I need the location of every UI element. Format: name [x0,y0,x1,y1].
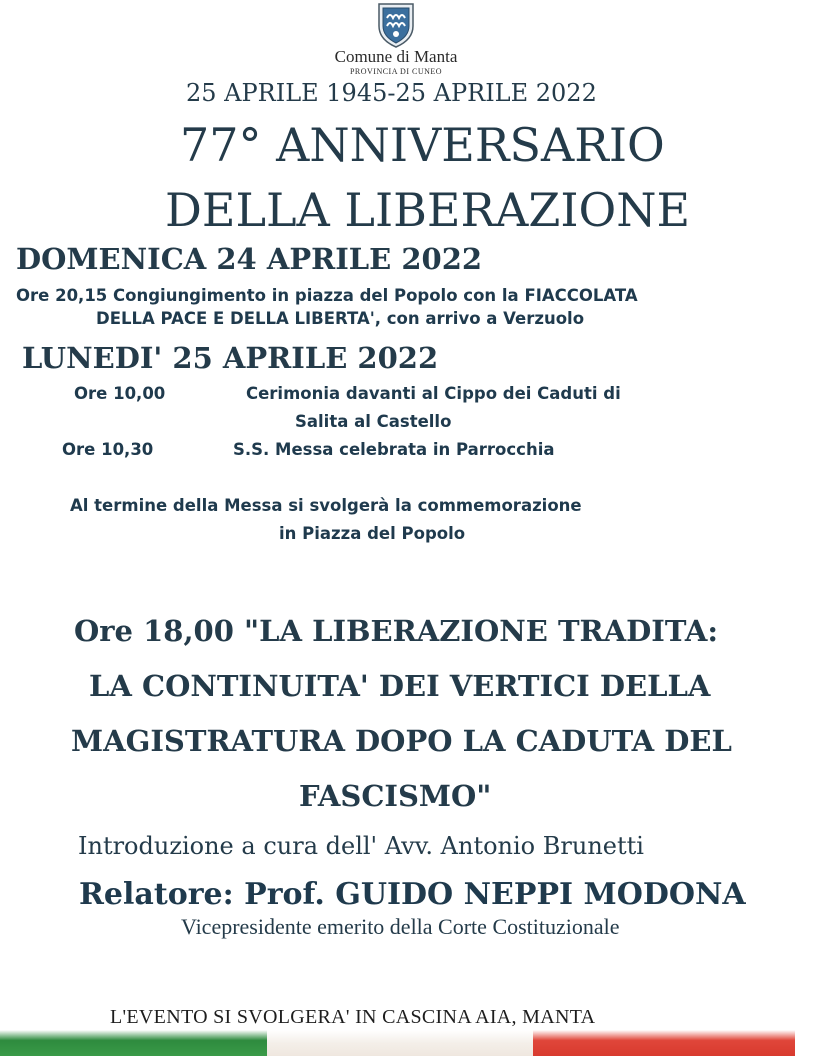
flag-green-band [0,1030,267,1056]
date-range: 25 APRILE 1945-25 APRILE 2022 [186,79,597,107]
title-line-2: DELLA LIBERAZIONE [165,183,691,237]
speaker-name: Relatore: Prof. GUIDO NEPPI MODONA [79,877,746,912]
italian-flag-stripe [0,1030,800,1056]
province-name: PROVINCIA DI CUNEO [349,67,443,76]
municipality-name: Comune di Manta [334,47,458,66]
monday-heading: LUNEDI' 25 APRILE 2022 [22,341,439,375]
sunday-event-line-1: Ore 20,15 Congiungimento in piazza del Popolo con la FIACCOLATA [16,286,638,305]
talk-title-line-1: Ore 18,00 "LA LIBERAZIONE TRADITA: [74,614,719,648]
talk-title-line-2: LA CONTINUITA' DEI VERTICI DELLA [89,669,711,703]
talk-title-line-3: MAGISTRATURA DOPO LA CADUTA DEL [71,724,732,758]
sunday-heading: DOMENICA 24 APRILE 2022 [16,242,483,276]
commemoration-line-1: Al termine della Messa si svolgerà la commemorazione [70,496,582,515]
commemoration-line-2: in Piazza del Popolo [279,524,466,543]
flag-white-band [267,1030,533,1056]
venue-text: L'EVENTO SI SVOLGERA' IN CASCINA AIA, MANTA [110,1006,596,1028]
event-description: Cerimonia davanti al Cippo dei Caduti di [246,384,621,403]
sunday-event-line-2: DELLA PACE E DELLA LIBERTA', con arrivo a Verzuolo [96,309,585,328]
title-line-1: 77° ANNIVERSARIO [180,118,665,172]
introduction-text: Introduzione a cura dell' Avv. Antonio Brunetti [78,832,644,860]
event-time: Ore 10,30 [62,440,154,459]
event-description: S.S. Messa celebrata in Parrocchia [233,440,555,459]
talk-title-line-4: FASCISMO" [299,779,492,813]
flag-red-band [533,1030,795,1056]
event-description-continued: Salita al Castello [295,412,452,431]
coat-of-arms-icon [373,0,419,48]
speaker-role: Vicepresidente emerito della Corte Costituzionale [181,914,620,939]
event-time: Ore 10,00 [74,384,166,403]
